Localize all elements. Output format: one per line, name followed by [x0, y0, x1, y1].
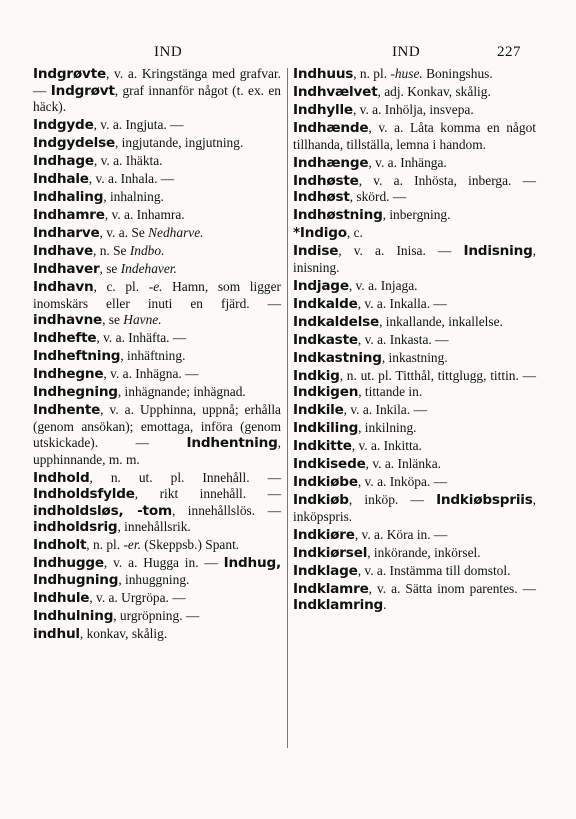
italic-text: Indbo.	[129, 243, 165, 258]
headword: Indhvælvet	[293, 84, 378, 100]
sub-headword: Indkiøbspriis	[436, 492, 533, 508]
headword: Indhefte	[33, 330, 97, 346]
definition-text: , innehållslös. —	[171, 502, 281, 518]
definition-text: , v. a. Inkalla. —	[357, 295, 447, 311]
definition-text: , v. a. Inhäfta. —	[96, 330, 187, 345]
headword: Indhule	[33, 589, 90, 606]
dictionary-entry	[293, 474, 536, 491]
sub-headword: indholdsløs, -tom	[33, 502, 172, 519]
headword: Indjage	[293, 277, 349, 294]
definition-text: , v. a. Inkila. —	[343, 402, 427, 417]
dictionary-entry	[293, 120, 536, 153]
definition-text: , c.	[346, 225, 363, 240]
definition-text: , v. a. Upphinna, uppnå; erhålla (genom ansökan); emottaga, införa (genom utskickade). —	[33, 402, 281, 450]
dictionary-entry	[293, 545, 536, 562]
headword: Indhænde	[293, 120, 369, 136]
headword: Indkile	[293, 402, 344, 418]
definition-text: , v. a. Injaga.	[348, 277, 418, 293]
definition-text: , v. a. Inhägna. —	[103, 366, 199, 381]
dictionary-entry	[293, 173, 536, 206]
definition-text: , v. a. Inhänga.	[368, 154, 447, 170]
dictionary-entry	[33, 279, 281, 329]
dictionary-entry	[293, 102, 536, 119]
definition-text: Boningshus.	[422, 66, 493, 81]
dictionary-entry	[293, 314, 536, 331]
definition-text: , inkallande, inkallelse.	[379, 313, 503, 329]
definition-text: .	[383, 597, 387, 612]
dictionary-entry	[33, 384, 281, 401]
dictionary-entry	[33, 171, 281, 188]
headword: Indkitte	[293, 438, 352, 454]
headword: Indkiøre	[293, 526, 355, 543]
definition-text: , urgröpning. —	[113, 607, 200, 623]
definition-text: , graf innanför något (t. ex. en häck).	[33, 82, 281, 114]
definition-text: , inkilning.	[358, 420, 417, 435]
headword: Indheftning	[33, 348, 121, 364]
dictionary-entry	[293, 438, 536, 455]
dictionary-entry	[293, 155, 536, 172]
sub-headword: Indklamring	[293, 597, 384, 613]
dictionary-entry	[293, 456, 536, 473]
italic-text: -er.	[123, 537, 141, 552]
italic-text: Nedharve.	[148, 225, 204, 240]
dictionary-entry	[33, 590, 281, 607]
dictionary-entry	[33, 348, 281, 365]
dictionary-entry	[33, 626, 281, 643]
definition-text: , se	[102, 312, 124, 327]
dictionary-entry	[33, 225, 281, 242]
headword: Indkastning	[293, 349, 382, 366]
column-divider	[287, 68, 288, 748]
definition-text: , tittande in.	[358, 384, 423, 399]
dictionary-entry	[293, 207, 536, 224]
definition-text: , v. a. Inhösta, inberga. —	[358, 172, 536, 188]
headword: Indhente	[33, 402, 101, 418]
headword: Indhegning	[33, 384, 118, 400]
headword: Indhold	[33, 469, 90, 486]
definition-text: , inhalning.	[103, 189, 164, 204]
definition-text: , v. a. Inköpa. —	[357, 474, 447, 489]
definition-text: , inköp. —	[348, 492, 437, 507]
headword: Indhøstning	[293, 207, 383, 223]
headword: Indklamre	[293, 580, 369, 597]
headword: Indhylle	[293, 102, 353, 118]
italic-text: -e.	[148, 279, 163, 294]
headword: Indgydelse	[33, 135, 115, 151]
sub-headword: Indhug, Indhugning	[33, 555, 281, 588]
dictionary-entry	[293, 332, 536, 349]
headword: Indkalde	[293, 295, 358, 312]
definition-text: , v. a. Se	[99, 225, 149, 240]
definition-text: (Skeppsb.) Spant.	[140, 537, 240, 552]
headword: Indhale	[33, 171, 89, 187]
headword: Indkaldelse	[293, 313, 380, 330]
definition-text: , v. a. Ingjuta. —	[93, 117, 184, 132]
headword: Indhegne	[33, 366, 104, 382]
definition-text: , v. a. Inkasta. —	[357, 331, 449, 347]
headword: Indhaver	[33, 261, 100, 277]
definition-text: , v. a. Instämma till domstol.	[357, 562, 511, 578]
definition-text: , n. ut. pl. Innehåll. —	[89, 469, 281, 485]
definition-text: , n. Se	[93, 243, 130, 258]
definition-text: , inkörande, inkörsel.	[367, 544, 481, 560]
definition-text: , v. a. Inhölja, insvepa.	[352, 102, 474, 117]
headword: Indhuus	[293, 66, 354, 82]
definition-text: , v. a. Kringstänga med grafvar. —	[33, 66, 281, 98]
dictionary-entry	[293, 350, 536, 367]
running-head-left: IND	[154, 44, 183, 60]
headword: Indklage	[293, 562, 358, 579]
headword: Indgyde	[33, 117, 94, 133]
dictionary-entry	[293, 225, 536, 242]
sub-headword: Indholdsfylde	[33, 486, 135, 502]
definition-text: , v. a. Hugga in. —	[103, 555, 224, 570]
dictionary-entry	[33, 537, 281, 554]
definition-text: , ingjutande, ingjutning.	[114, 135, 244, 150]
headword: Indhavn	[33, 279, 94, 295]
dictionary-entry	[293, 368, 536, 401]
dictionary-entry	[33, 555, 281, 588]
dictionary-entry	[33, 189, 281, 206]
dictionary-entry	[33, 207, 281, 224]
definition-text: , v. a. Inkitta.	[351, 438, 422, 453]
dictionary-entry	[33, 153, 281, 170]
headword: Indhamre	[33, 207, 105, 223]
definition-text: , v. a. Inisa. —	[338, 243, 464, 258]
dictionary-entry	[293, 492, 536, 525]
dictionary-entry	[33, 470, 281, 536]
definition-text: , rikt innehåll. —	[134, 486, 281, 501]
definition-text: , se	[99, 261, 121, 276]
headword: Indhage	[33, 153, 94, 169]
definition-text: , inhäftning.	[120, 348, 186, 363]
headword: Indkaste	[293, 331, 358, 348]
dictionary-entry	[293, 84, 536, 101]
definition-text: , inbergning.	[382, 207, 451, 222]
sub-headword: Indisning	[463, 243, 533, 259]
headword: Indkiøbe	[293, 474, 358, 490]
definition-text: , skörd. —	[349, 189, 407, 204]
definition-text: , inkastning.	[381, 349, 448, 365]
dictionary-entry	[293, 527, 536, 544]
dictionary-entry	[293, 66, 536, 83]
definition-text: , v. a. Inhala. —	[88, 171, 175, 186]
right-column	[293, 66, 536, 615]
definition-text: , v. a. Urgröpa. —	[89, 589, 186, 605]
headword: Indkiling	[293, 420, 359, 436]
definition-text: , upphinnande, m. m.	[33, 435, 281, 467]
dictionary-entry	[33, 608, 281, 625]
sub-headword: indhul	[33, 625, 80, 642]
definition-text: , v. a. Inlänka.	[365, 456, 441, 471]
headword: Indkiøb	[293, 492, 349, 508]
definition-text: , konkav, skålig.	[79, 625, 168, 641]
sub-headword: indhavne	[33, 312, 103, 328]
italic-text: Havne.	[123, 312, 162, 327]
definition-text: , inisning.	[293, 243, 536, 275]
definition-text: , c. pl.	[93, 279, 149, 294]
italic-text: Indehaver.	[120, 261, 177, 276]
definition-text: , inköpspris.	[293, 492, 536, 524]
definition-text: , inhägnande; inhägnad.	[117, 384, 246, 399]
headword: Indhulning	[33, 607, 114, 624]
definition-text: , n. ut. pl. Titthål, tittglugg, tittin. —	[339, 367, 536, 383]
headword: Indkiørsel	[293, 544, 368, 561]
headword: Indgrøvte	[33, 66, 107, 82]
dictionary-entry	[293, 243, 536, 276]
definition-text: , v. a. Sätta inom parentes. —	[368, 580, 536, 596]
dictionary-entry	[33, 330, 281, 347]
sub-headword: Indhøst	[293, 189, 350, 205]
sub-headword: Indgrøvt	[50, 82, 115, 99]
headword: Indhøste	[293, 172, 359, 189]
dictionary-entry	[293, 581, 536, 614]
headword: Indharve	[33, 225, 100, 241]
dictionary-entry	[33, 117, 281, 134]
dictionary-entry	[293, 278, 536, 295]
dictionary-entry	[33, 243, 281, 260]
definition-text: , v. a. Låta komma en något tillhanda, tillställa, lemna i handom.	[293, 120, 536, 152]
headword: Indkisede	[293, 456, 366, 472]
italic-text: -huse.	[390, 66, 423, 81]
sub-headword: Indkigen	[293, 384, 359, 400]
dictionary-entry	[33, 402, 281, 468]
sub-headword: Indhentning	[186, 435, 278, 451]
dictionary-entry	[293, 420, 536, 437]
dictionary-entry	[293, 296, 536, 313]
definition-text: , v. a. Inhamra.	[104, 207, 185, 222]
dictionary-entry	[293, 402, 536, 419]
definition-text: , innehållsrik.	[117, 519, 191, 534]
running-head-right: IND	[392, 44, 421, 60]
dictionary-entry	[33, 261, 281, 278]
definition-text: , inhuggning.	[118, 571, 190, 587]
dictionary-entry	[293, 563, 536, 580]
definition-text: Hamn, som ligger inomskärs eller inuti en fjärd. —	[33, 279, 281, 311]
dictionary-entry	[33, 366, 281, 383]
headword: Indkig	[293, 367, 340, 384]
definition-text: , v. a. Ihäkta.	[93, 153, 163, 168]
sub-headword: indholdsrig	[33, 519, 118, 535]
headword: *Indigo	[293, 225, 347, 241]
headword: Indhugge	[33, 555, 104, 571]
definition-text: , n. pl.	[86, 537, 124, 552]
dictionary-entry	[33, 135, 281, 152]
dictionary-entry	[33, 66, 281, 116]
headword: Indhaling	[33, 189, 104, 205]
left-column	[33, 66, 281, 644]
page-number: 227	[497, 44, 521, 60]
headword: Indhænge	[293, 154, 369, 171]
definition-text: , adj. Konkav, skålig.	[377, 84, 491, 99]
headword: Indholt	[33, 537, 87, 553]
headword: Indhave	[33, 243, 93, 259]
definition-text: , v. a. Köra in. —	[354, 526, 448, 542]
definition-text: , n. pl.	[353, 66, 391, 81]
headword: Indise	[293, 243, 339, 259]
